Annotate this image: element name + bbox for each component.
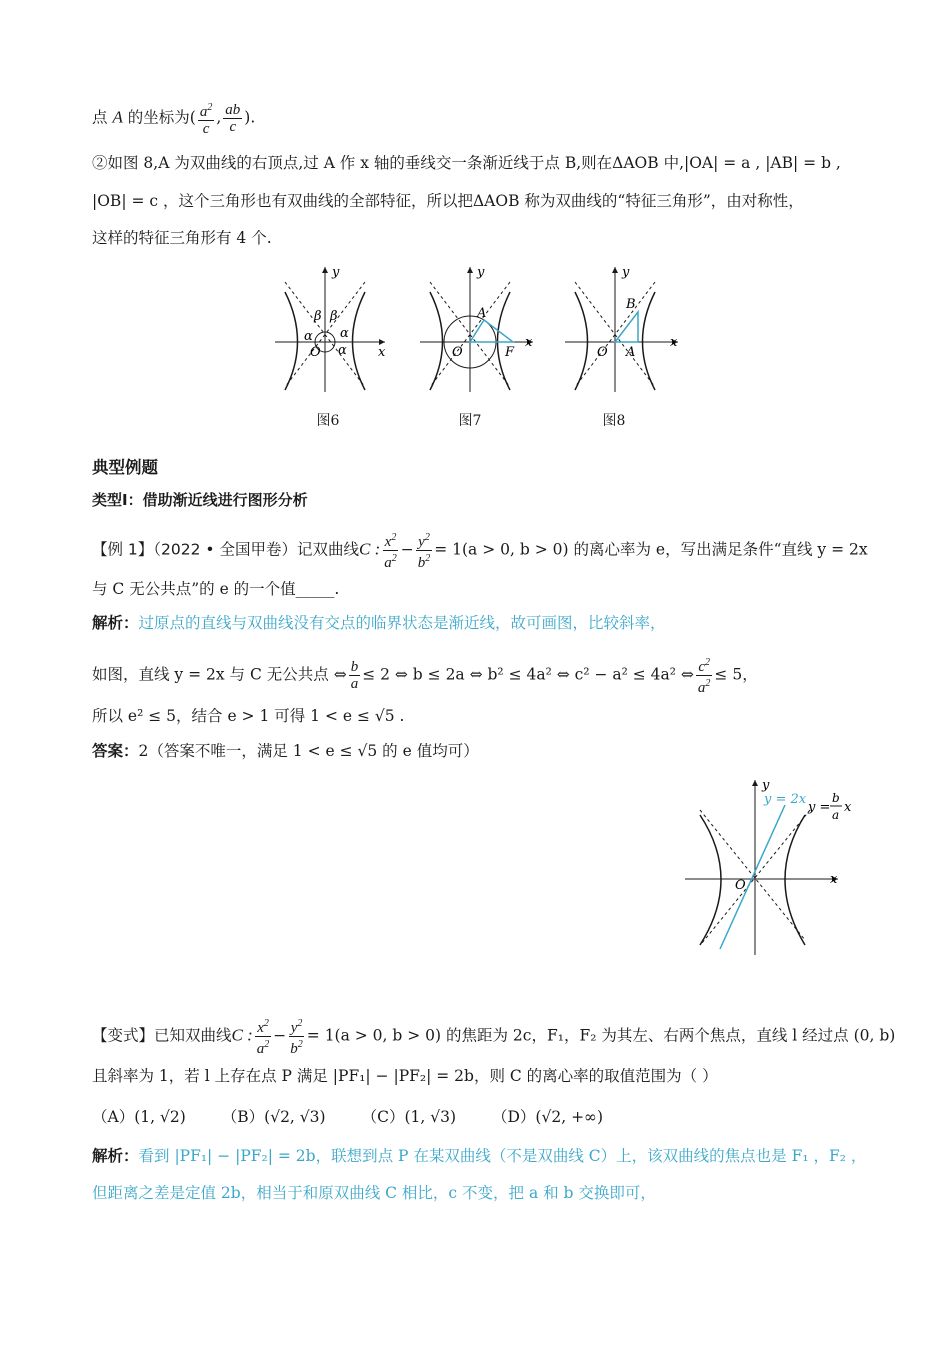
example-1: 【例 1】（2022 • 全国甲卷）记双曲线C : $\frac{x^2}{a^2}$ − $\frac{y^2}{b^2}$ = 1(a > 0, b > 0) 的离心率为 e，写出满足条件“直线 y = 2x <box>92 532 868 571</box>
svg-text:x: x <box>830 872 838 887</box>
figure-7 <box>415 262 540 397</box>
svg-text:β: β <box>314 309 322 324</box>
paragraph-3: |OB| = c ，这个三角形也有双曲线的全部特征，所以把ΔAOB 称为双曲线的“特征三角形”，由对称性， <box>92 192 804 210</box>
svg-text:A: A <box>626 345 636 360</box>
caption-figure-7: 图7 <box>458 413 482 429</box>
paragraph-2: ②如图 8,A 为双曲线的右顶点,过 A 作 x 轴的垂线交一条渐近线于点 B,则在ΔAOB 中,|OA| = a , |AB| = b , <box>92 154 841 172</box>
svg-text:B: B <box>626 297 636 312</box>
svg-text:y: y <box>762 778 770 793</box>
svg-text:y: y <box>477 265 485 280</box>
svg-text:α: α <box>304 329 313 344</box>
svg-text:y =: y = <box>808 800 831 815</box>
fraction: $\frac{ab}{c}$ <box>225 102 241 135</box>
svg-text:x: x <box>378 345 386 360</box>
answer-1: 答案：2（答案不唯一，满足 1 < e ≤ √5 的 e 值均可） <box>92 742 479 760</box>
svg-text:x: x <box>844 800 852 815</box>
option-b: （B）(√2, √3) <box>221 1108 326 1126</box>
figure-example-1 <box>680 775 860 960</box>
section-heading: 典型例题 <box>92 458 158 477</box>
fraction: $\frac{a^2}{c}$ <box>199 102 213 137</box>
solution-1-line-3: 所以 e² ≤ 5，结合 e > 1 可得 1 < e ≤ √5 . <box>92 707 405 725</box>
solution-1: 解析：过原点的直线与双曲线没有交点的临界状态是渐近线，故可画图，比较斜率， <box>92 614 666 632</box>
svg-text:y = 2x: y = 2x <box>764 792 807 807</box>
svg-text:O: O <box>735 878 746 893</box>
svg-text:O: O <box>452 345 463 360</box>
example-1-line-2: 与 C 无公共点”的 e 的一个值_____. <box>92 580 340 598</box>
svg-text:y: y <box>332 265 340 280</box>
point-a-coordinates: 点 A 的坐标为( $\frac{a^2}{c}$ , $\frac{ab}{c}$ ). <box>92 102 256 137</box>
svg-text:O: O <box>597 345 608 360</box>
paragraph-4: 这样的特征三角形有 4 个. <box>92 229 272 247</box>
figure-6 <box>270 262 390 397</box>
svg-text:b: b <box>832 791 840 805</box>
svg-text:x: x <box>670 335 678 350</box>
option-d: （D）(√2, +∞) <box>492 1108 604 1126</box>
svg-text:α: α <box>338 343 347 358</box>
option-a: （A）(1, √2) <box>92 1108 186 1126</box>
solution-2: 解析：看到 |PF₁| − |PF₂| = 2b，联想到点 P 在某双曲线（不是双曲线 C）上，该双曲线的焦点也是 F₁ ，F₂ ， <box>92 1147 867 1165</box>
svg-text:α: α <box>340 326 349 341</box>
svg-text:a: a <box>832 808 840 822</box>
variation-line-2: 且斜率为 1，若 l 上存在点 P 满足 |PF₁| − |PF₂| = 2b，则 C 的离心率的取值范围为（ ） <box>92 1067 718 1085</box>
svg-text:y: y <box>622 265 630 280</box>
caption-figure-6: 图6 <box>316 413 340 429</box>
caption-figure-8: 图8 <box>602 413 626 429</box>
svg-text:x: x <box>525 335 533 350</box>
svg-text:A: A <box>477 306 487 321</box>
figure-8 <box>560 262 685 397</box>
answer-options <box>92 1106 603 1128</box>
variation-problem: 【变式】已知双曲线C : $\frac{x^2}{a^2}$ − $\frac{y^2}{b^2}$ = 1(a > 0, b > 0) 的焦距为 2c，F₁，F₂ 为其左、右两个焦点，直线 l 经过点 (0, b) <box>92 1018 896 1057</box>
svg-text:β: β <box>330 309 338 324</box>
svg-text:F: F <box>505 345 515 360</box>
option-c: （C）(1, √3) <box>361 1108 456 1126</box>
svg-text:O: O <box>310 345 321 360</box>
solution-1-line-2: 如图，直线 y = 2x 与 C 无公共点 ⇔ $\frac{b}{a}$ ≤ 2 ⇔ b ≤ 2a ⇔ b² ≤ 4a² ⇔ c² − a² ≤ 4a² ⇔ $\frac{c^2}{a^2}$ ≤ 5， <box>92 657 758 696</box>
subsection-heading: 类型Ⅰ：借助渐近线进行图形分析 <box>92 491 308 509</box>
solution-2-line-2: 但距离之差是定值 2b，相当于和原双曲线 C 相比，c 不变，把 a 和 b 交换即可， <box>92 1184 656 1202</box>
